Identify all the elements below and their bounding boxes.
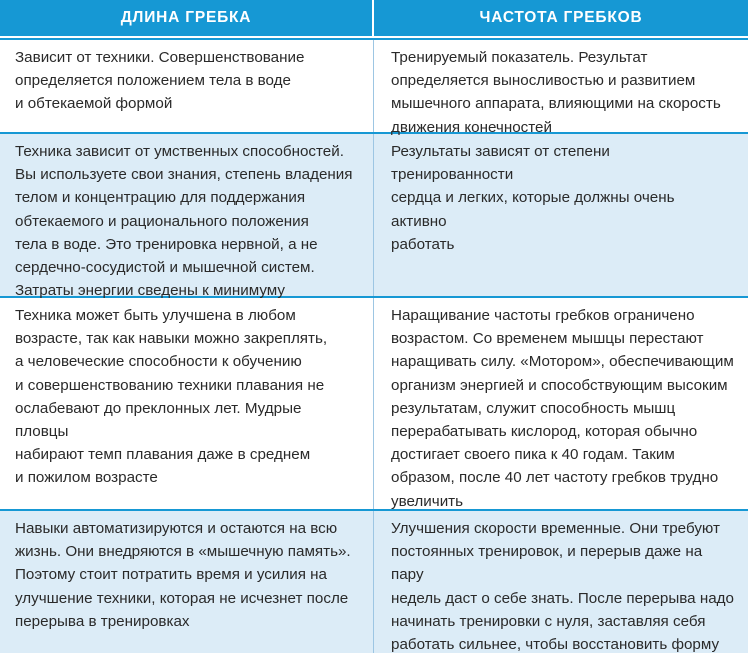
table-row [0, 509, 748, 653]
table-row [0, 296, 748, 509]
stroke-length-cell: Зависит от техники. Совершенствование определяется положением тела в воде и обтекаемой формой [0, 40, 374, 132]
stroke-length-cell: Техника зависит от умственных способностей. Вы используете свои знания, степень владения телом и концентрацию для поддержания обтекаемого и рационального положения тела в воде. Это тренировка нервной, а не сердечно-сосудистой и мышечной систем. Затраты энергии сведены к минимуму [0, 134, 374, 296]
stroke-rate-cell: Результаты зависят от степени тренированности сердца и легких, которые должны очень активно работать [391, 143, 675, 253]
table-header [0, 0, 748, 38]
header-stroke-rate: ЧАСТОТА ГРЕБКОВ [479, 9, 643, 26]
table-row [0, 38, 748, 136]
header-stroke-length: ДЛИНА ГРЕБКА [0, 0, 374, 36]
table-row [0, 132, 748, 300]
stroke-length-cell: Техника может быть улучшена в любом возрасте, так как навыки можно закреплять, а человеческие способности к обучению и совершенствованию техники плавания не ослабевают до преклонных лет. Мудрые пловцы набирают темп плавания даже в среднем и пожилом возрасте [0, 298, 374, 509]
stroke-rate-cell: Наращивание частоты гребков ограничено возрастом. Со временем мышцы перестают наращивать силу. «Мотором», обеспечивающим организм энергией и способствующим высоким результатам, служит способность мышц перерабатывать кислород, которая обычно достигает своего пика к 40 годам. Таким образом, после 40 лет частоту гребков трудно увеличить [391, 307, 734, 510]
stroke-rate-cell: Тренируемый показатель. Результат определяется выносливостью и развитием мышечного аппарата, влияющими на скорость движения конечностей [391, 49, 721, 136]
stroke-rate-cell: Улучшения скорости временные. Они требуют постоянных тренировок, и перерыв даже на пару недель даст о себе знать. После перерыва надо начинать тренировки с нуля, заставляя себя работать сильнее, чтобы восстановить форму [391, 520, 734, 654]
stroke-length-cell: Навыки автоматизируются и остаются на всю жизнь. Они внедряются в «мышечную память». Поэтому стоит потратить время и усилия на улучшение техники, которая не исчезнет после перерыва в тренировках [0, 511, 374, 653]
